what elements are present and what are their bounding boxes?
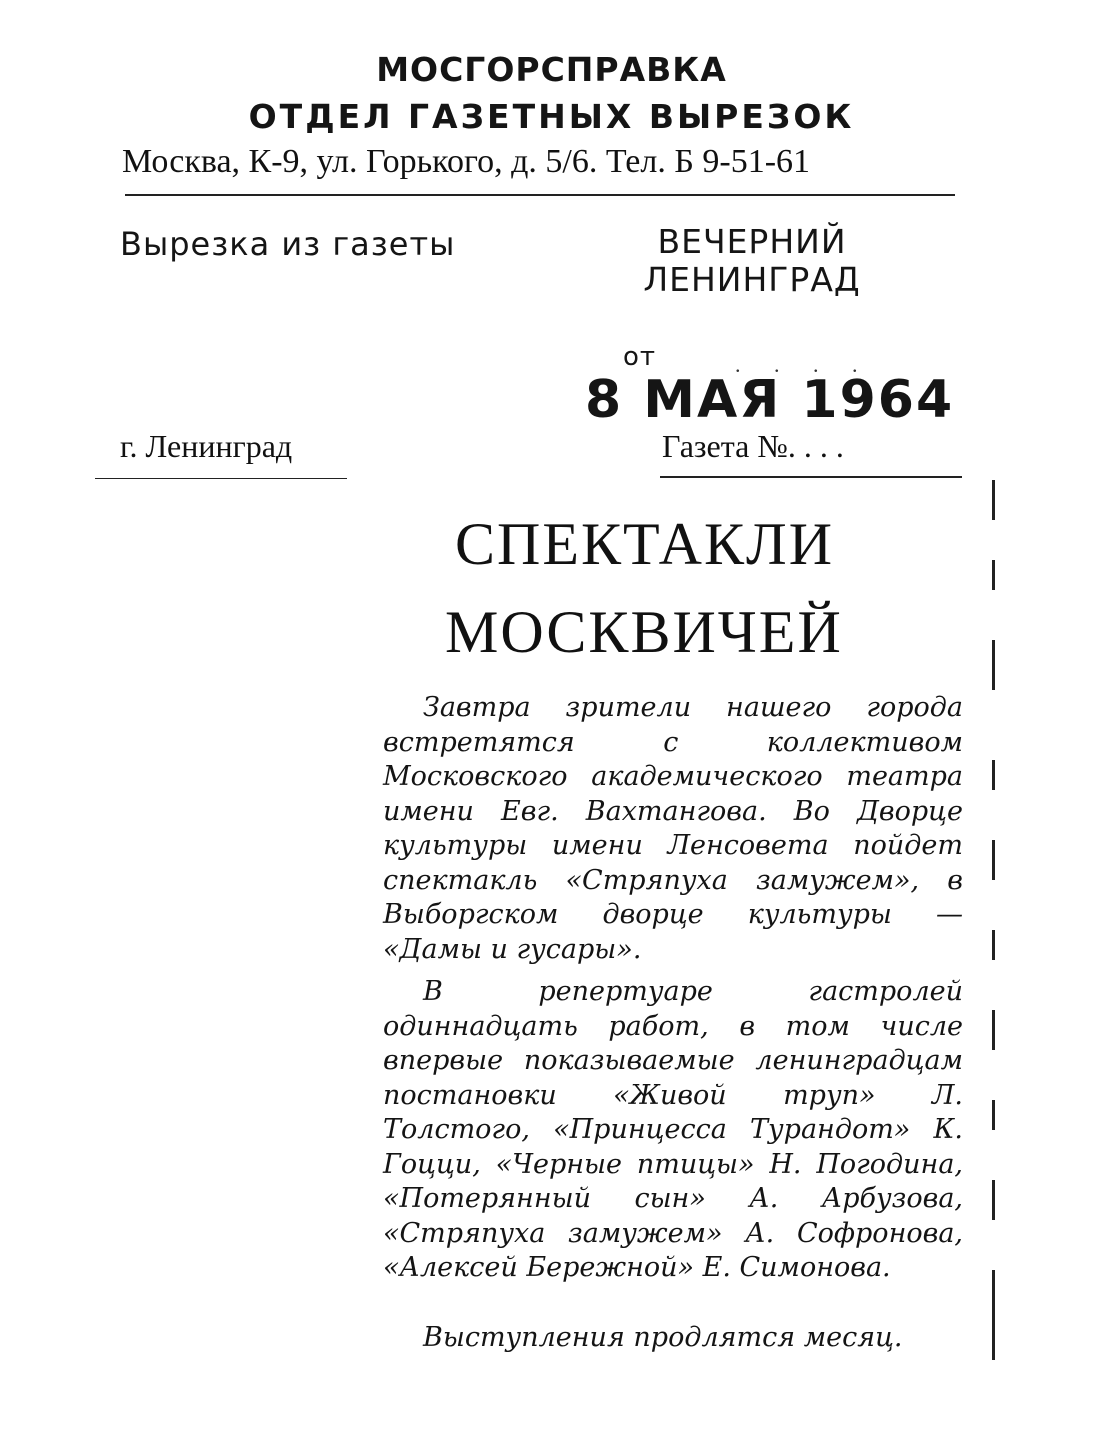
cut-edge bbox=[992, 1180, 995, 1220]
cut-edge bbox=[992, 480, 995, 520]
article-paragraph: Завтра зрители нашего города встретятся с коллективом Московского академического театра имени Евг. Вахтангова. Во Дворце культуры имени Ленсовета пойдет спектакль «Стряпуха замужем», в Выборгском дворце культуры — «Дамы и гусары». bbox=[383, 692, 963, 965]
cut-edge bbox=[992, 560, 995, 590]
clipping-label: Вырезка из газеты bbox=[120, 225, 456, 263]
article-paragraph: В репертуаре гастролей одиннадцать работ, в том числе впервые показываемые ленинградцам постановки «Живой труп» Л. Толстого, «Принцесса Турандот» К. Гоцци, «Черные птицы» Н. Погодина, «Потерянный сын» А. Арбузова, «Стряпуха замужем» А. Софронова, «Алексей Бережной» Е. Симонова. bbox=[383, 976, 963, 1283]
issue-underline bbox=[660, 476, 962, 478]
newspaper-name: ВЕЧЕРНИЙ ЛЕНИНГРАД bbox=[643, 222, 861, 299]
city-label: г. Ленинград bbox=[120, 428, 293, 464]
department-name: ОТДЕЛ ГАЗЕТНЫХ ВЫРЕЗОК bbox=[248, 97, 855, 136]
headline-line-1: СПЕКТАКЛИ bbox=[455, 511, 835, 577]
header-divider bbox=[125, 194, 955, 196]
agency-name: МОСГОРСПРАВКА bbox=[376, 50, 727, 89]
article-paragraph: Выступления продлятся месяц. bbox=[423, 1322, 903, 1353]
headline-line-2: МОСКВИЧЕЙ bbox=[445, 599, 843, 665]
cut-edge bbox=[992, 930, 995, 960]
cut-edge bbox=[992, 1100, 995, 1130]
date-dots: . . . . bbox=[735, 352, 872, 377]
cut-edge bbox=[992, 1010, 995, 1050]
cut-edge bbox=[992, 840, 995, 880]
date-from-label: от bbox=[623, 342, 657, 372]
date-stamp: 8 МАЯ 1964 bbox=[585, 370, 955, 430]
agency-address: Москва, К-9, ул. Горького, д. 5/6. Тел. Б 9-51-61 bbox=[122, 143, 811, 180]
issue-number-label: Газета №. . . . bbox=[662, 428, 844, 464]
cut-edge bbox=[992, 760, 995, 790]
cut-edge bbox=[992, 640, 995, 690]
city-underline bbox=[95, 478, 347, 479]
cut-edge bbox=[992, 1270, 995, 1360]
